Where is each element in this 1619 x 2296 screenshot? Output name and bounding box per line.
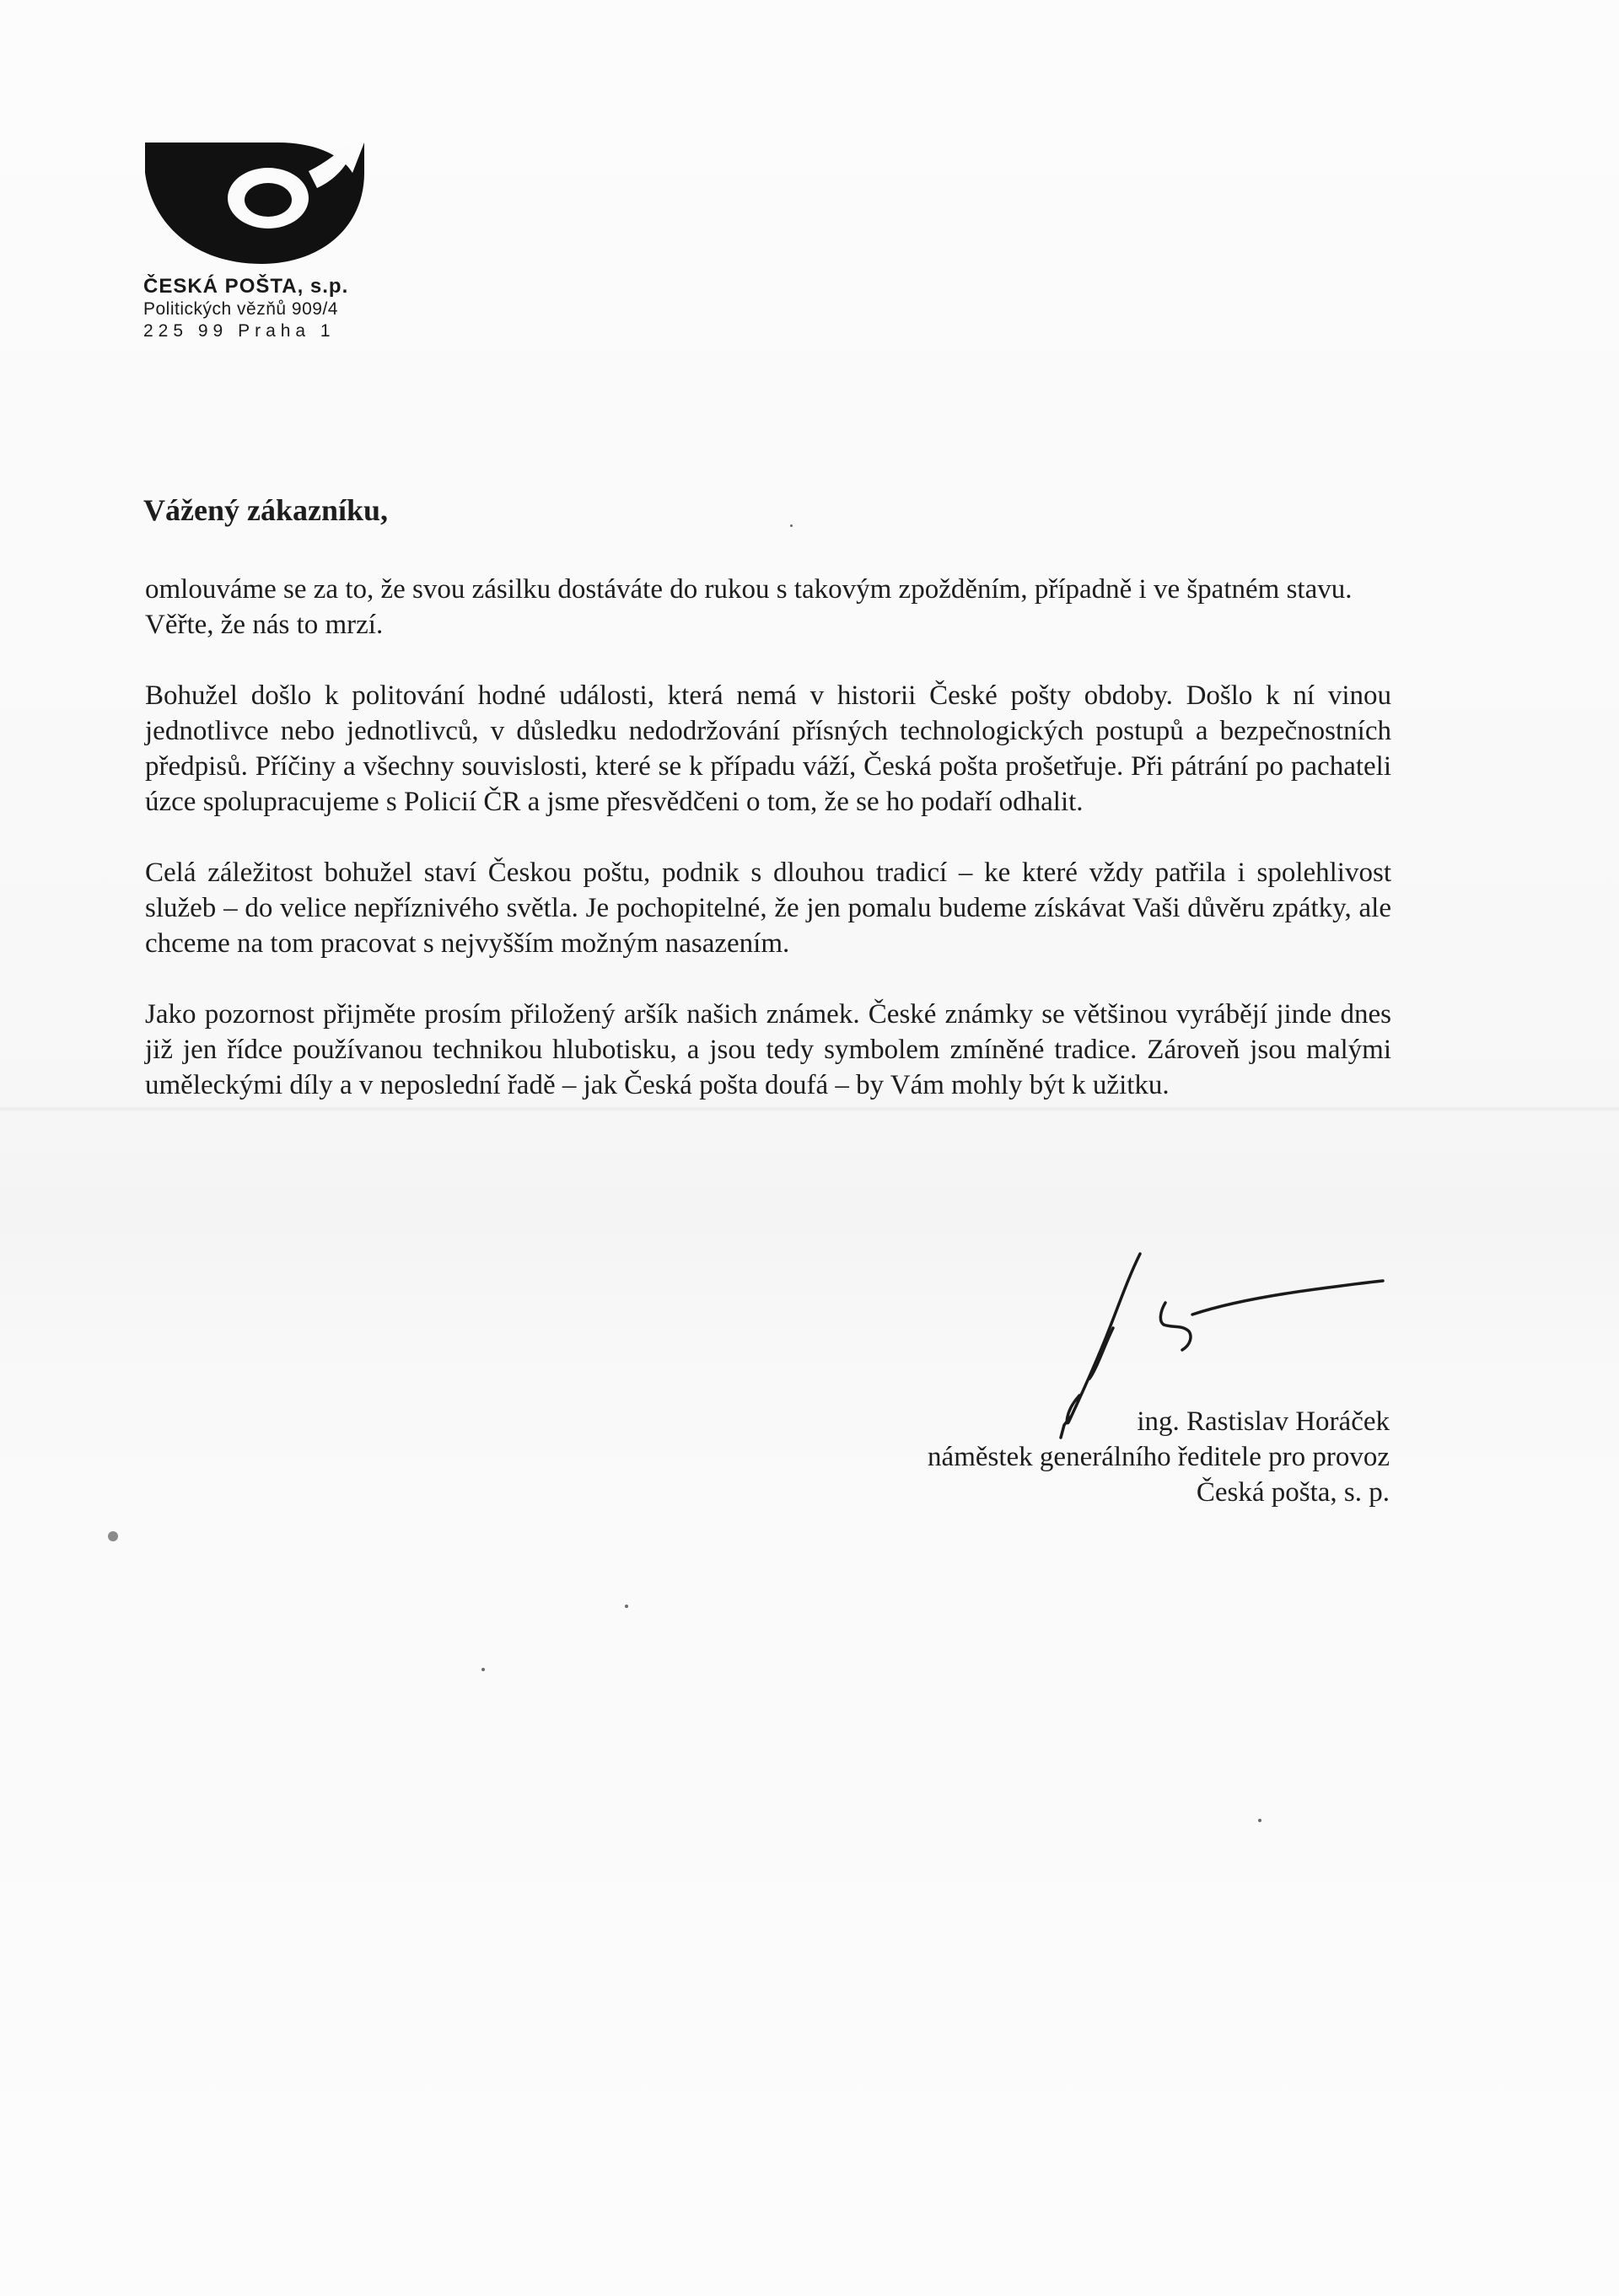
sender-address	[143, 275, 348, 342]
sender-city: 225 99 Praha 1	[143, 321, 336, 341]
letter-body	[145, 572, 1391, 1138]
closing-block	[928, 1404, 1390, 1510]
paragraph-3: Celá záležitost bohužel staví Českou poštu, podnik s dlouhou tradicí – ke které vždy patřila i spolehlivost služeb – do velice nepříznivého světla. Je pochopitelné, že jen pomalu budeme získávat Vaši důvěru zpátky, ale chceme na tom pracovat s nejvyšším možným nasazením.	[145, 858, 1391, 959]
post-horn-logo-icon	[143, 139, 367, 266]
signer-name: ing. Rastislav Horáček	[1137, 1406, 1390, 1437]
paragraph-2: Bohužel došlo k politování hodné události, která nemá v historii České pošty obdoby. Došlo k ní vinou jednotlivce nebo jednotlivců, v důsledku nedodržování přísných technologických postupů a bezpečnostních předpisů. Příčiny a všechny souvislosti, které se k případu váží, Česká pošta prošetřuje. Při pátrání po pachateli úzce spolupracujeme s Policií ČR a jsme přesvědčeni o tom, že se ho podaří odhalit.	[145, 680, 1391, 817]
sender-street: Politických vězňů 909/4	[143, 299, 338, 319]
sender-company: ČESKÁ POŠTA, s.p.	[143, 275, 349, 298]
salutation: Vážený zákazníku,	[143, 493, 389, 527]
paper-speck	[1258, 1819, 1261, 1822]
paper-speck	[108, 1531, 118, 1541]
signer-position: náměstek generálního ředitele pro provoz	[928, 1442, 1390, 1472]
paper-speck	[790, 524, 793, 527]
paragraph-4: Jako pozornost přijměte prosím přiložený aršík našich známek. České známky se většinou vyrábějí jinde dnes již jen řídce používanou technikou hlubotisku, a jsou tedy symbolem zmíněné tradice. Zároveň jsou malými uměleckými díly a v neposlední řadě – jak Česká pošta doufá – by Vám mohly být k užitku.	[145, 999, 1391, 1100]
paper-speck	[481, 1668, 485, 1671]
paper-speck	[625, 1605, 628, 1608]
signer-company: Česká pošta, s. p.	[1196, 1477, 1390, 1508]
paragraph-1: omlouváme se za to, že svou zásilku dostáváte do rukou s takovým zpožděním, případně i ve špatném stavu. Věřte, že nás to mrzí.	[145, 574, 1353, 640]
